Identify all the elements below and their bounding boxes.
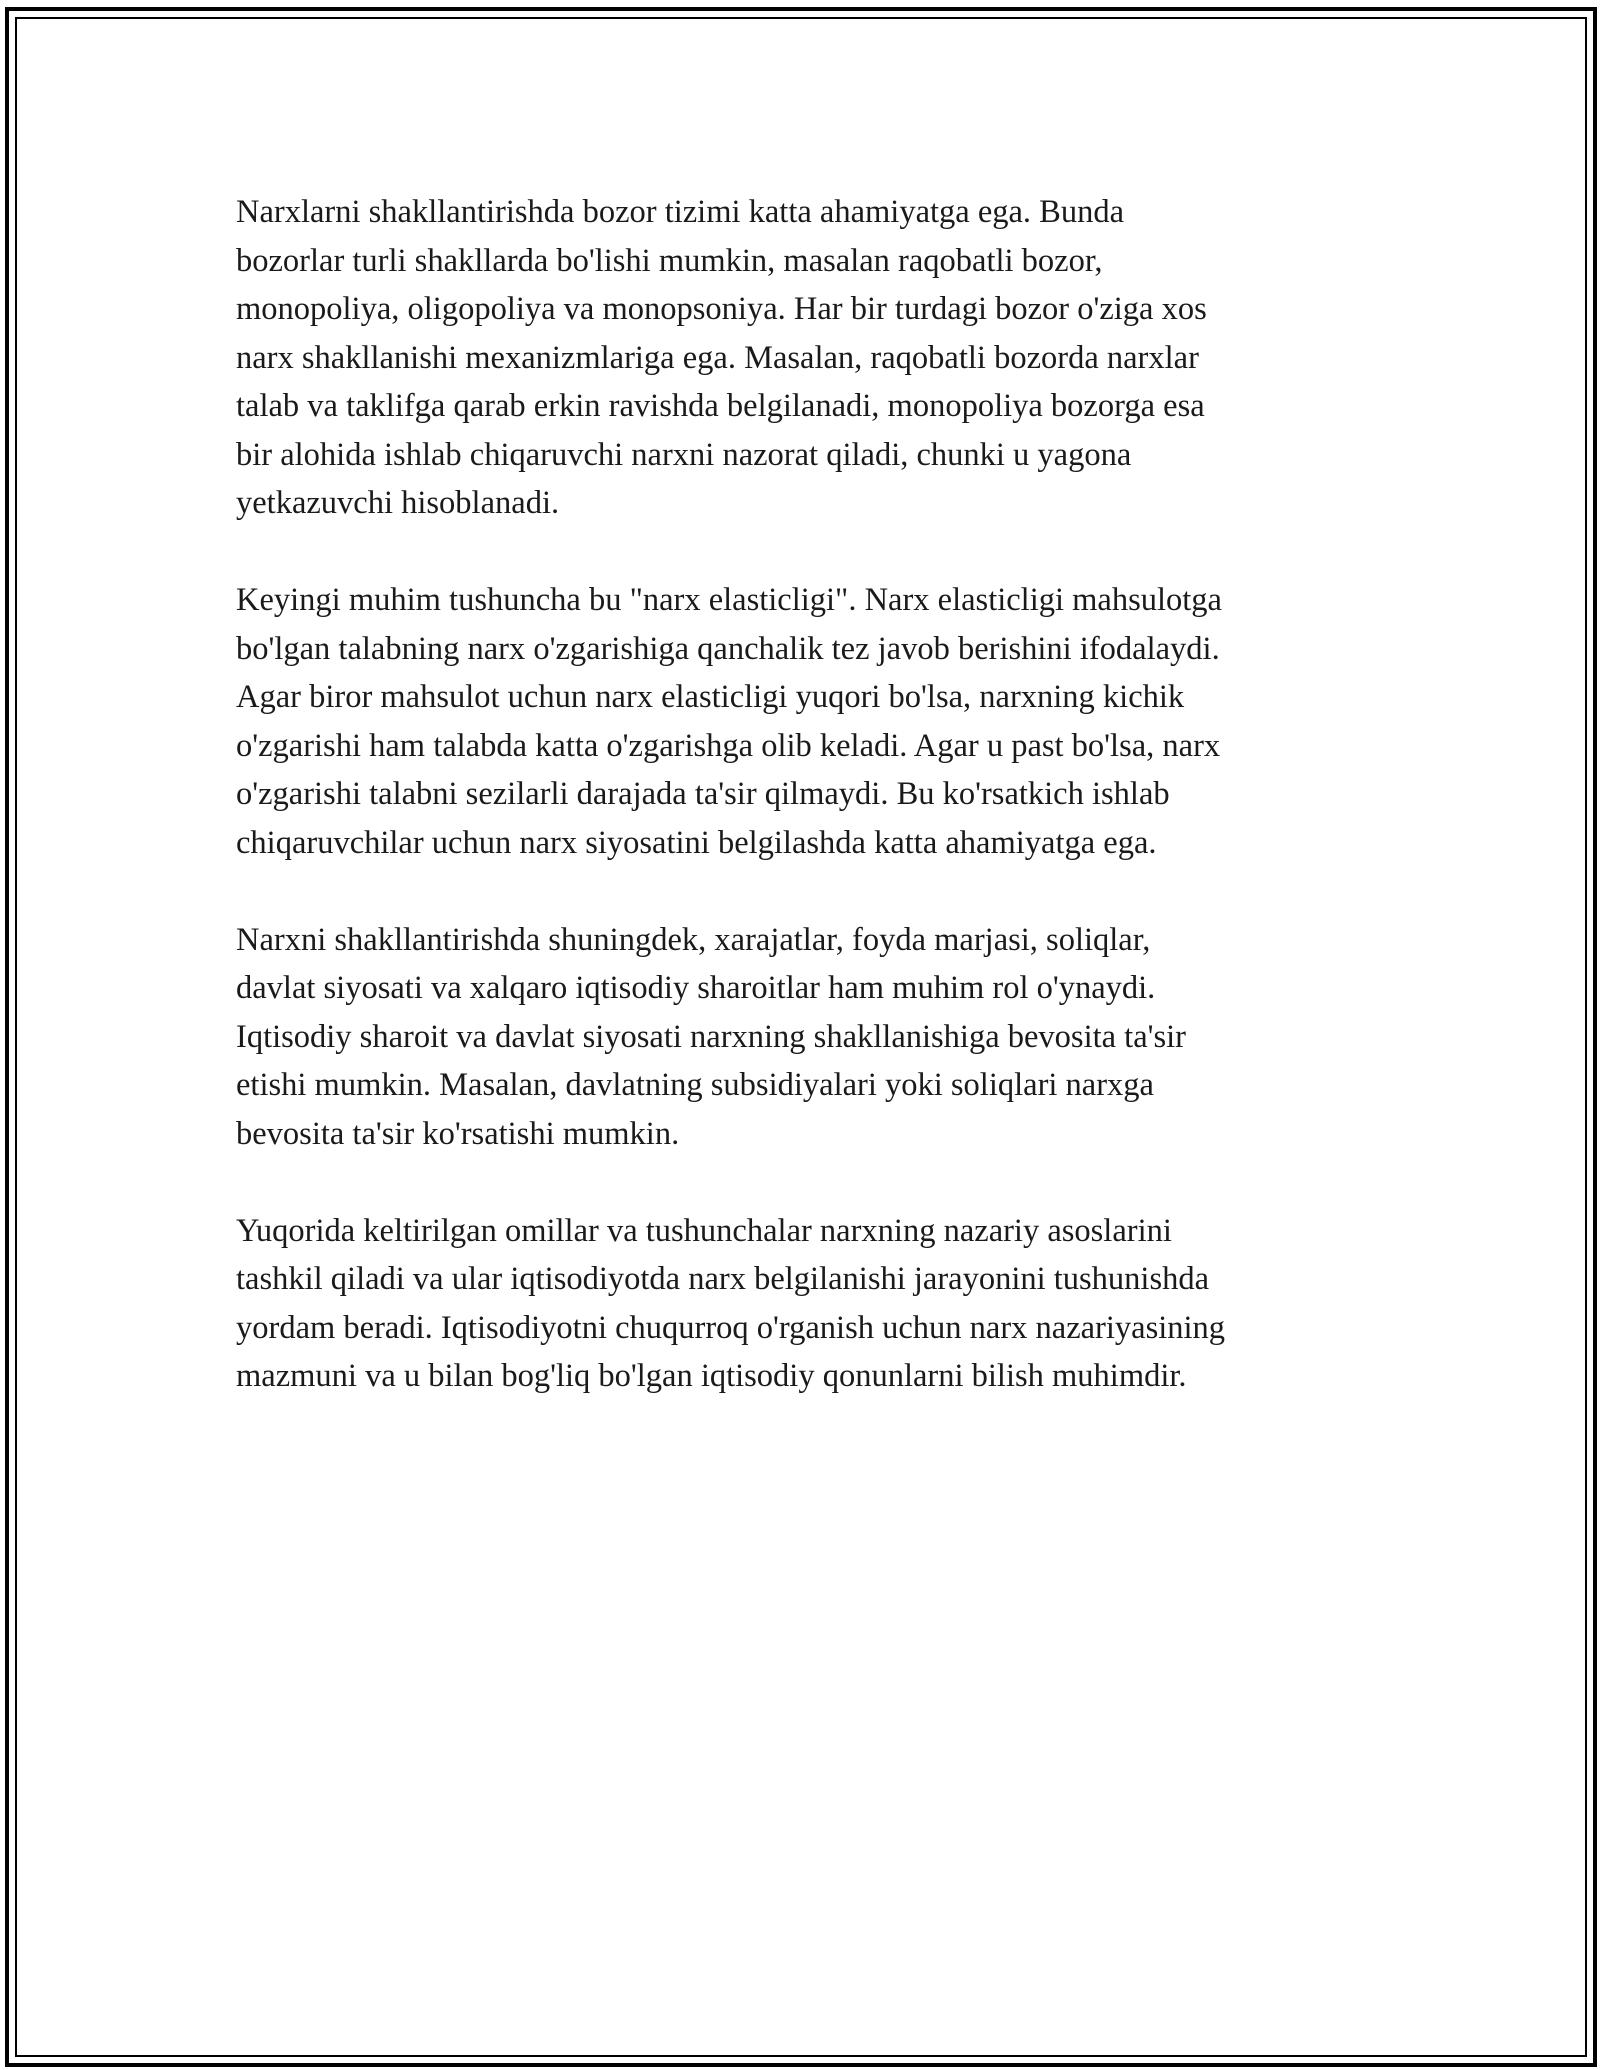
paragraph-pricing-factors: Narxni shakllantirishda shuningdek, xarajatlar, foyda marjasi, soliqlar, davlat siyosati va xalqaro iqtisodiy sharoitlar ham muhim rol o'ynaydi. Iqtisodiy sharoit va davlat siyosati narxning shakllanishiga bevosita ta'sir etishi mumkin. Masalan, davlatning subsidiyalari yoki soliqlari narxga bevosita ta'sir ko'rsatishi mumkin. bbox=[236, 921, 1186, 1152]
paragraph-conclusion: Yuqorida keltirilgan omillar va tushunchalar narxning nazariy asoslarini tashkil qiladi va ular iqtisodiyotda narx belgilanishi jarayonini tushunishda yordam beradi. Iqtisodiyotni chuqurroq o'rganish uchun narx nazariyasining mazmuni va u bilan bog'liq bo'lgan iqtisodiy qonunlarni bilish muhimdir. bbox=[236, 1212, 1226, 1394]
paragraph-market-system: Narxlarni shakllantirishda bozor tizimi katta ahamiyatga ega. Bunda bozorlar turli shakllarda bo'lishi mumkin, masalan raqobatli bozor, monopoliya, oligopoliya va monopsoniya. Har bir turdagi bozor o'ziga xos narx shakllanishi mexanizmlariga ega. Masalan, raqobatli bozorda narxlar talab va taklifga qarab erkin ravishda belgilanadi, monopoliya bozorga esa bir alohida ishlab chiqaruvchi narxni nazorat qiladi, chunki u yagona yetkazuvchi hisoblanadi. bbox=[236, 194, 1207, 521]
paragraph-price-elasticity: Keyingi muhim tushuncha bu "narx elasticligi". Narx elasticligi mahsulotga bo'lgan talabning narx o'zgarishiga qanchalik tez javob berishini ifodalaydi. Agar biror mahsulot uchun narx elasticligi yuqori bo'lsa, narxning kichik o'zgarishi ham talabda katta o'zgarishga olib keladi. Agar u past bo'lsa, narx o'zgarishi talabni sezilarli darajada ta'sir qilmaydi. Bu ko'rsatkich ishlab chiqaruvchilar uchun narx siyosatini belgilashda katta ahamiyatga ega. bbox=[236, 582, 1222, 861]
document-body bbox=[236, 188, 1376, 1449]
